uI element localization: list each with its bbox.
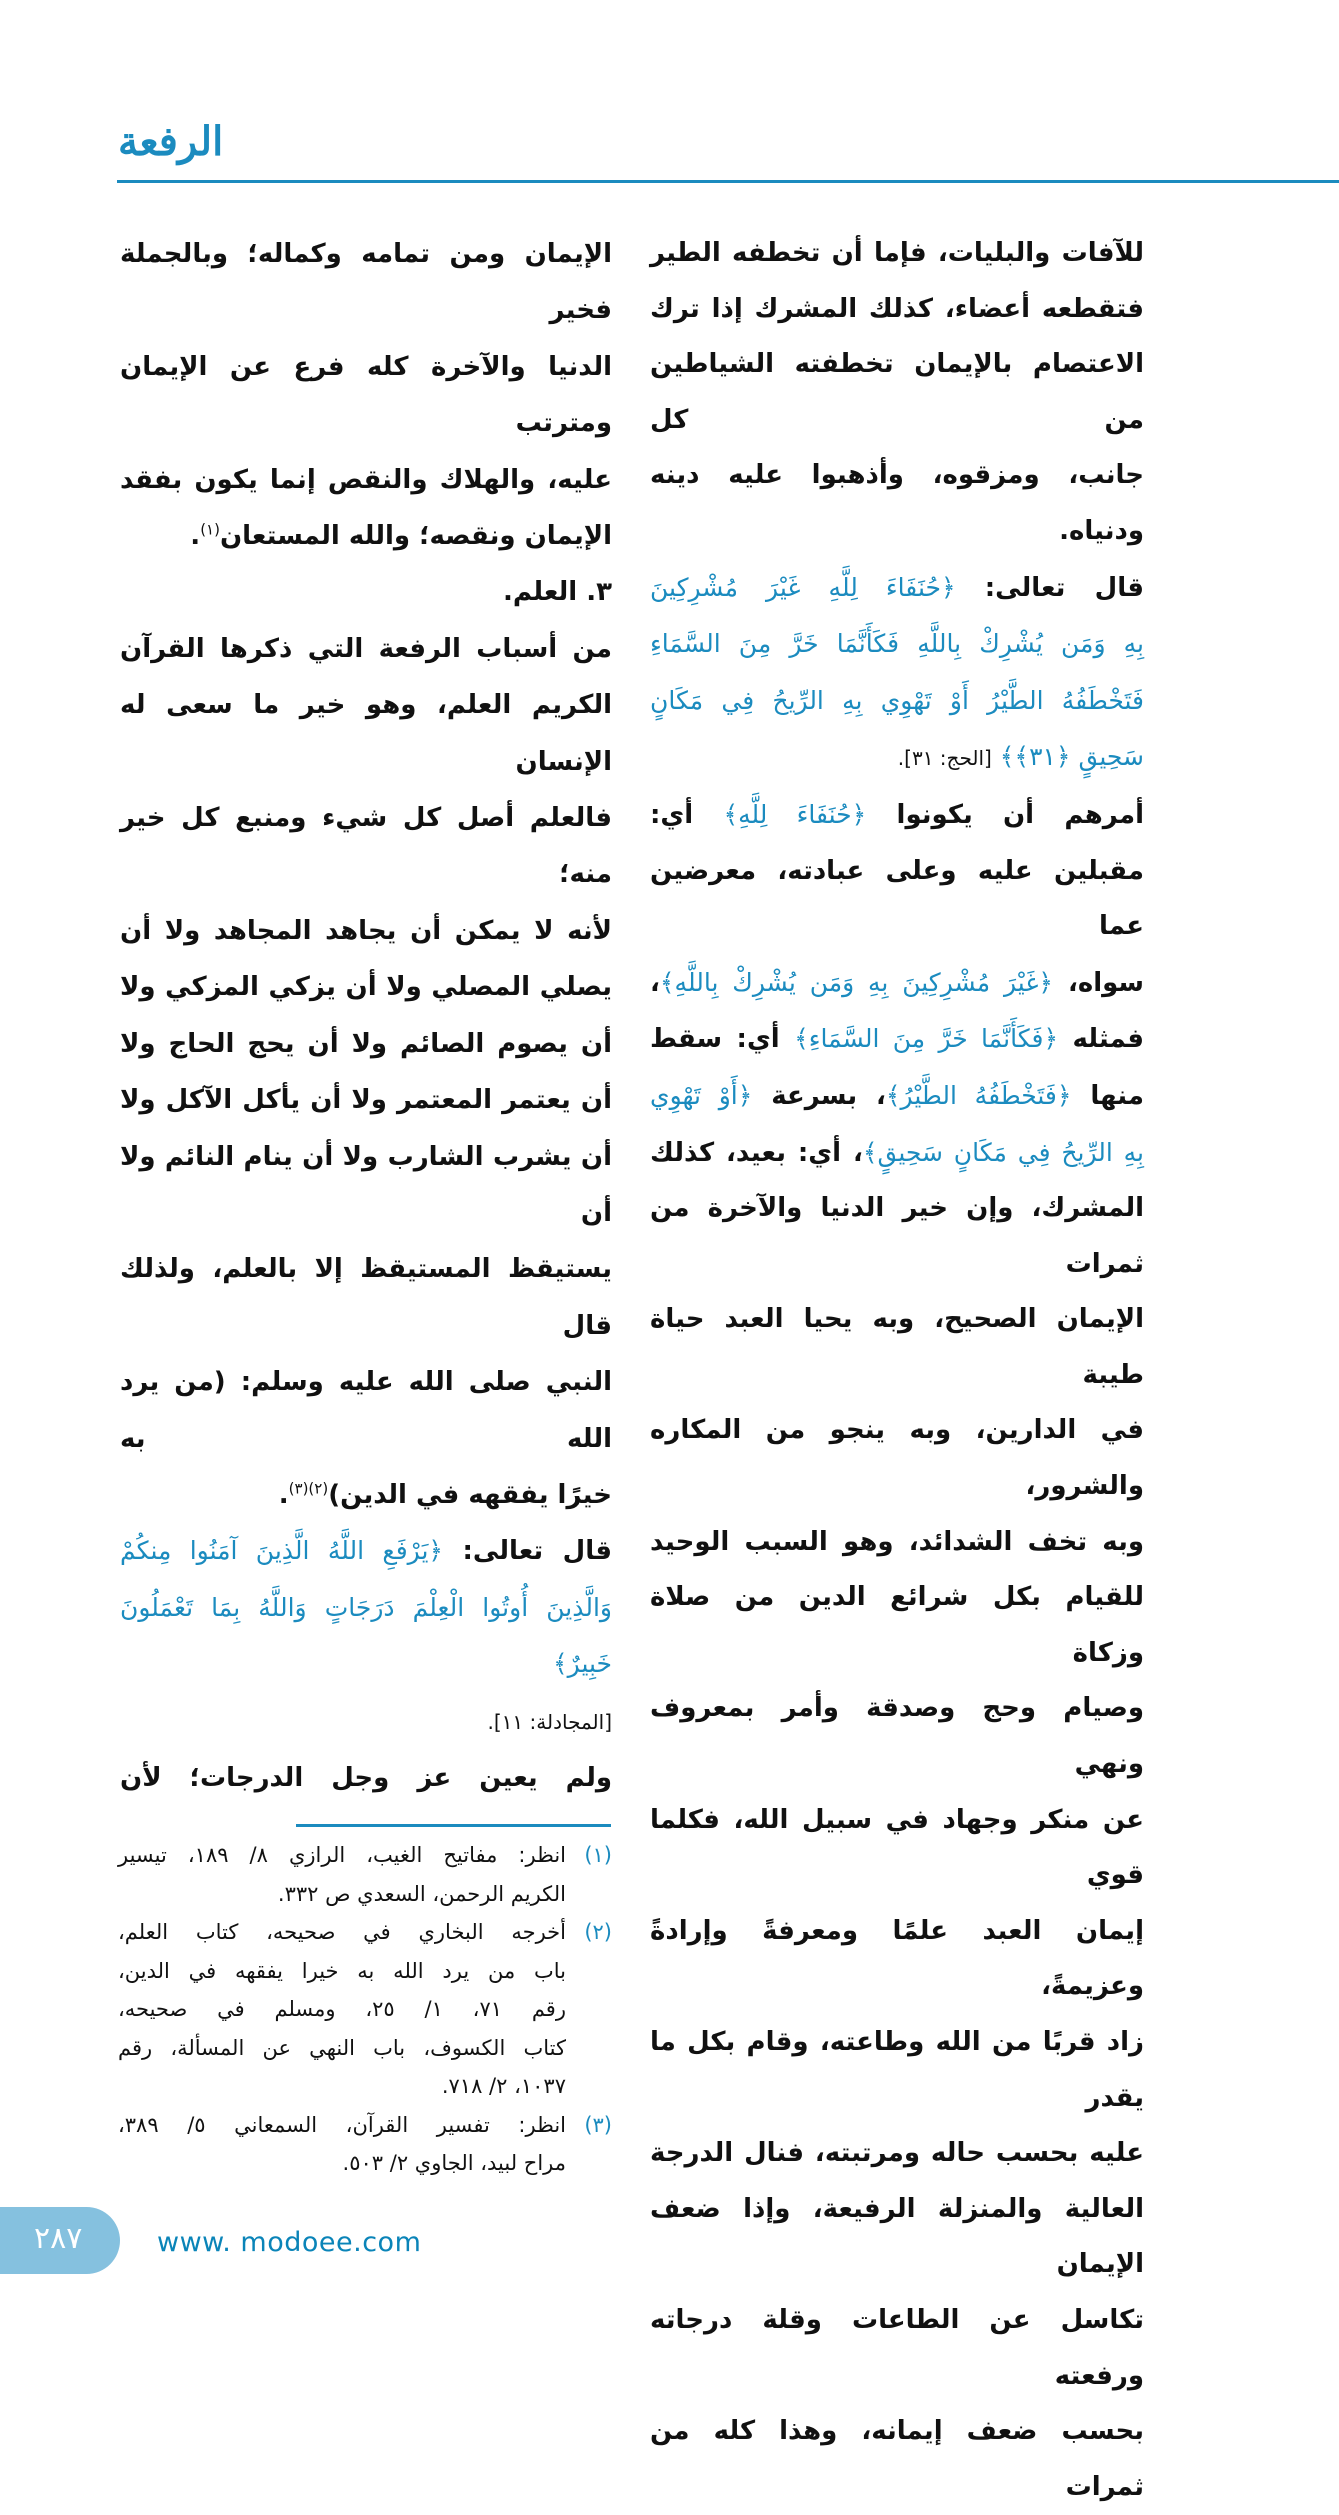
text-line (120, 1693, 612, 1750)
text-line (120, 1354, 612, 1467)
text-segment: منها (1071, 1080, 1144, 1111)
text-line (650, 282, 1144, 338)
text-line (120, 452, 612, 508)
quran-verse: فَتَخْطَفُهُ الطَّيْرُ أَوْ تَهْوِي بِهِ الرِّيحُ فِي مَكَانٍ (650, 685, 1144, 715)
footnote (118, 1836, 612, 1913)
footnote-separator (296, 1824, 611, 1827)
text-line (650, 2015, 1144, 2126)
text-line (650, 1181, 1144, 1292)
text-line (650, 616, 1144, 673)
text-line (120, 1467, 612, 1523)
text-segment: خيرًا يفقهه في الدين) (328, 1479, 612, 1510)
text-line (120, 1750, 612, 1806)
text-line (650, 955, 1144, 1012)
text-segment: الكريم العلم، وهو خير ما سعى له الإنسان (120, 690, 612, 777)
footnote (118, 1913, 612, 2106)
text-line (650, 2404, 1144, 2515)
text-segment: لأنه لا يمكن أن يجاهد المجاهد ولا أن (120, 915, 612, 946)
text-line (650, 844, 1144, 955)
verse-reference: [المجادلة: ١١]. (487, 1709, 612, 1734)
text-line (650, 1011, 1144, 1068)
text-segment: وبه تخف الشدائد، وهو السبب الوحيد (650, 1526, 1144, 1557)
text-segment: المشرك، وإن خير الدنيا والآخرة من ثمرات (650, 1193, 1144, 1279)
text-line (650, 1292, 1144, 1403)
page-number: ٢٨٧ (34, 2220, 83, 2256)
text-segment: ، (650, 967, 660, 998)
footnote-line: انظر: تفسير القرآن، السمعاني ٥/ ٣٨٩، (118, 2112, 566, 2137)
text-segment: يصلي المصلي ولا أن يزكي المزكي ولا (120, 972, 612, 1003)
text-segment: أن يصوم الصائم ولا أن يحج الحاج ولا (120, 1028, 612, 1059)
text-line (650, 337, 1144, 448)
left-text-column (120, 226, 612, 1806)
text-segment: ٣. العلم. (502, 577, 612, 608)
text-segment: الإيمان ونقصه؛ والله المستعان (219, 521, 612, 552)
text-segment: فتقطعه أعضاء، كذلك المشرك إذا ترك (650, 293, 1144, 324)
quran-verse: ﴿أَوْ تَهْوِي (650, 1080, 753, 1110)
quran-verse: ﴿حُنَفَاءَ لِلَّهِ غَيْرَ مُشْرِكِينَ (650, 572, 956, 602)
text-line (650, 1068, 1144, 1125)
text-line (650, 2293, 1144, 2404)
text-segment: . (278, 1479, 289, 1510)
footnote-line: ١٠٣٧، ٢/ ٧١٨. (441, 2074, 566, 2099)
text-segment: ولم يعين عز وجل الدرجات؛ لأن (120, 1762, 612, 1793)
footnote-marker: (٢)(٣) (288, 1479, 329, 1498)
footnote-line: الكريم الرحمن، السعدي ص ٣٣٢. (277, 1881, 566, 1906)
text-segment: ، أي: بعيد، كذلك (650, 1137, 863, 1168)
text-segment: للقيام بكل شرائع الدين من صلاة وزكاة (650, 1582, 1144, 1668)
footnote-line: كتاب الكسوف، باب النهي عن المسألة، رقم (118, 2035, 566, 2060)
text-line (650, 1793, 1144, 1904)
text-segment: أن يشرب الشارب ولا أن ينام النائم ولا أن (120, 1141, 612, 1228)
text-segment: . (190, 521, 201, 552)
quran-verse: وَالَّذِينَ أُوتُوا الْعِلْمَ دَرَجَاتٍ وَاللَّهُ بِمَا تَعْمَلُونَ خَبِيرٌ﴾ (120, 1592, 612, 1679)
quran-verse: ﴿فَتَخْطَفُهُ الطَّيْرُ﴾ (885, 1080, 1072, 1110)
text-segment: زاد قربًا من الله وطاعته، وقام بكل ما يقدر (650, 2027, 1144, 2113)
text-line (650, 1681, 1144, 1792)
text-segment: النبي صلى الله عليه وسلم: (من يرد الله به (120, 1367, 612, 1454)
footnote-line: مراح لبيد، الجاوي ٢/ ٥٠٣. (342, 2151, 566, 2176)
text-segment: تكاسل عن الطاعات وقلة درجاته ورفعته (650, 2304, 1144, 2391)
website-url[interactable]: www. modoee.com (157, 2226, 422, 2258)
text-segment: أي: سقط (650, 1024, 795, 1055)
text-segment: الاعتصام بالإيمان تخطفته الشياطين من كل (650, 349, 1144, 435)
text-line (650, 673, 1144, 730)
text-segment: أي: (650, 799, 724, 830)
text-line (120, 677, 612, 790)
text-line (650, 1904, 1144, 2015)
text-segment: قال تعالى: (955, 572, 1144, 603)
text-segment: وصيام وحج وصدقة وأمر بمعروف ونهي (650, 1693, 1144, 1780)
footnote-line: رقم ٧١، ١/ ٢٥، ومسلم في صحيحه، (118, 1997, 566, 2022)
quran-verse: بِهِ وَمَن يُشْرِكْ بِاللَّهِ فَكَأَنَّمَا خَرَّ مِنَ السَّمَاءِ (650, 629, 1144, 659)
quran-verse: ﴿يَرْفَعِ اللَّهُ الَّذِينَ آمَنُوا مِنكُمْ (120, 1536, 444, 1566)
quran-verse: ﴿فَكَأَنَّمَا خَرَّ مِنَ السَّمَاءِ﴾ (794, 1024, 1059, 1054)
text-line (650, 787, 1144, 844)
text-segment: جانب، ومزقوه، وأذهبوا عليه دينه ودنياه. (650, 460, 1144, 546)
footnote-number: (٣) (584, 2112, 612, 2137)
text-segment: فالعلم أصل كل شيء ومنبع كل خير منه؛ (120, 803, 612, 890)
text-line (650, 2182, 1144, 2293)
footnote-line: باب من يرد الله به خيرا يفقهه في الدين، (118, 1958, 566, 1983)
text-segment: عليه، والهلاك والنقص إنما يكون بفقد (120, 464, 612, 495)
text-segment: الإيمان ومن تمامه وكماله؛ وبالجملة فخير (120, 239, 612, 326)
text-line (650, 1403, 1144, 1514)
text-segment: في الدارين، وبه ينجو من المكاره والشرور، (650, 1415, 1144, 1502)
quran-verse: بِهِ الرِّيحُ فِي مَكَانٍ سَحِيقٍ﴾ (862, 1137, 1144, 1167)
text-line (650, 1125, 1144, 1182)
text-line (120, 959, 612, 1015)
quran-verse: سَحِيقٍ ﴿٣١﴾﴾ (991, 742, 1144, 772)
verse-reference: [الحج: ٣١]. (897, 746, 992, 771)
right-text-column (650, 226, 1144, 2515)
text-line (120, 508, 612, 564)
text-line (650, 2126, 1144, 2182)
text-line (120, 621, 612, 677)
text-line (650, 1570, 1144, 1681)
text-line (120, 1129, 612, 1242)
text-segment: الدنيا والآخرة كله فرع عن الإيمان ومترتب (120, 351, 612, 439)
page-number-badge (0, 2207, 120, 2274)
text-segment: يستيقظ المستيقظ إلا بالعلم، ولذلك قال (120, 1254, 612, 1341)
text-line (650, 560, 1144, 617)
text-line (120, 226, 612, 339)
text-segment: أن يعتمر المعتمر ولا أن يأكل الآكل ولا (120, 1085, 612, 1116)
footnotes (118, 1836, 612, 2183)
footnote-number: (١) (584, 1843, 612, 1868)
text-segment: فمثله (1058, 1024, 1144, 1055)
text-line (120, 1016, 612, 1072)
footnote-line: انظر: مفاتيح الغيب، الرازي ٨/ ١٨٩، تيسير (118, 1843, 566, 1868)
text-segment: عن منكر وجهاد في سبيل الله، فكلما قوي (650, 1804, 1144, 1891)
text-line (650, 448, 1144, 559)
text-line (120, 564, 612, 620)
text-segment: العالية والمنزلة الرفيعة، وإذا ضعف الإيمان (650, 2193, 1144, 2280)
text-line (650, 1515, 1144, 1571)
text-line (120, 790, 612, 903)
quran-verse: ﴿حُنَفَاءَ لِلَّهِ﴾ (723, 799, 867, 829)
text-segment: قال تعالى: (443, 1536, 612, 1567)
text-line (120, 339, 612, 452)
text-segment: إيمان العبد علمًا ومعرفةً وإرادةً وعزيمةً، (650, 1915, 1144, 2002)
text-line (120, 1241, 612, 1354)
running-header-title: الرفعة (118, 118, 224, 165)
text-segment: من أسباب الرفعة التي ذكرها القرآن (120, 633, 612, 664)
text-segment: مقبلين عليه وعلى عبادته، معرضين عما (650, 855, 1144, 942)
text-segment: للآفات والبليات، فإما أن تخطفه الطير (650, 238, 1144, 268)
text-line (120, 1580, 612, 1693)
footnote-number: (٢) (584, 1920, 612, 1945)
text-segment: بحسب ضعف إيمانه، وهذا كله من ثمرات (650, 2416, 1144, 2502)
text-segment: أمرهم أن يكونوا (866, 799, 1144, 830)
page-footer (0, 2183, 640, 2274)
quran-verse: ﴿غَيْرَ مُشْرِكِينَ بِهِ وَمَن يُشْرِكْ بِاللَّهِ﴾ (659, 967, 1054, 997)
footnote-marker: (١) (200, 520, 220, 539)
text-line (120, 903, 612, 959)
text-segment: عليه بحسب حاله ومرتبته، فنال الدرجة (650, 2138, 1144, 2169)
footnote-line: أخرجه البخاري في صحيحه، كتاب العلم، (118, 1920, 566, 1945)
text-segment: الإيمان الصحيح، وبه يحيا العبد حياة طيبة (650, 1304, 1144, 1390)
left-page-stack (0, 226, 640, 2274)
text-line (120, 1072, 612, 1128)
text-line (650, 729, 1144, 787)
header-rule (117, 180, 1339, 183)
text-line (650, 226, 1144, 282)
text-segment: سواه، (1053, 967, 1144, 998)
footnote (118, 2106, 612, 2183)
text-line (120, 1523, 612, 1579)
text-segment: ، بسرعة (752, 1080, 886, 1111)
